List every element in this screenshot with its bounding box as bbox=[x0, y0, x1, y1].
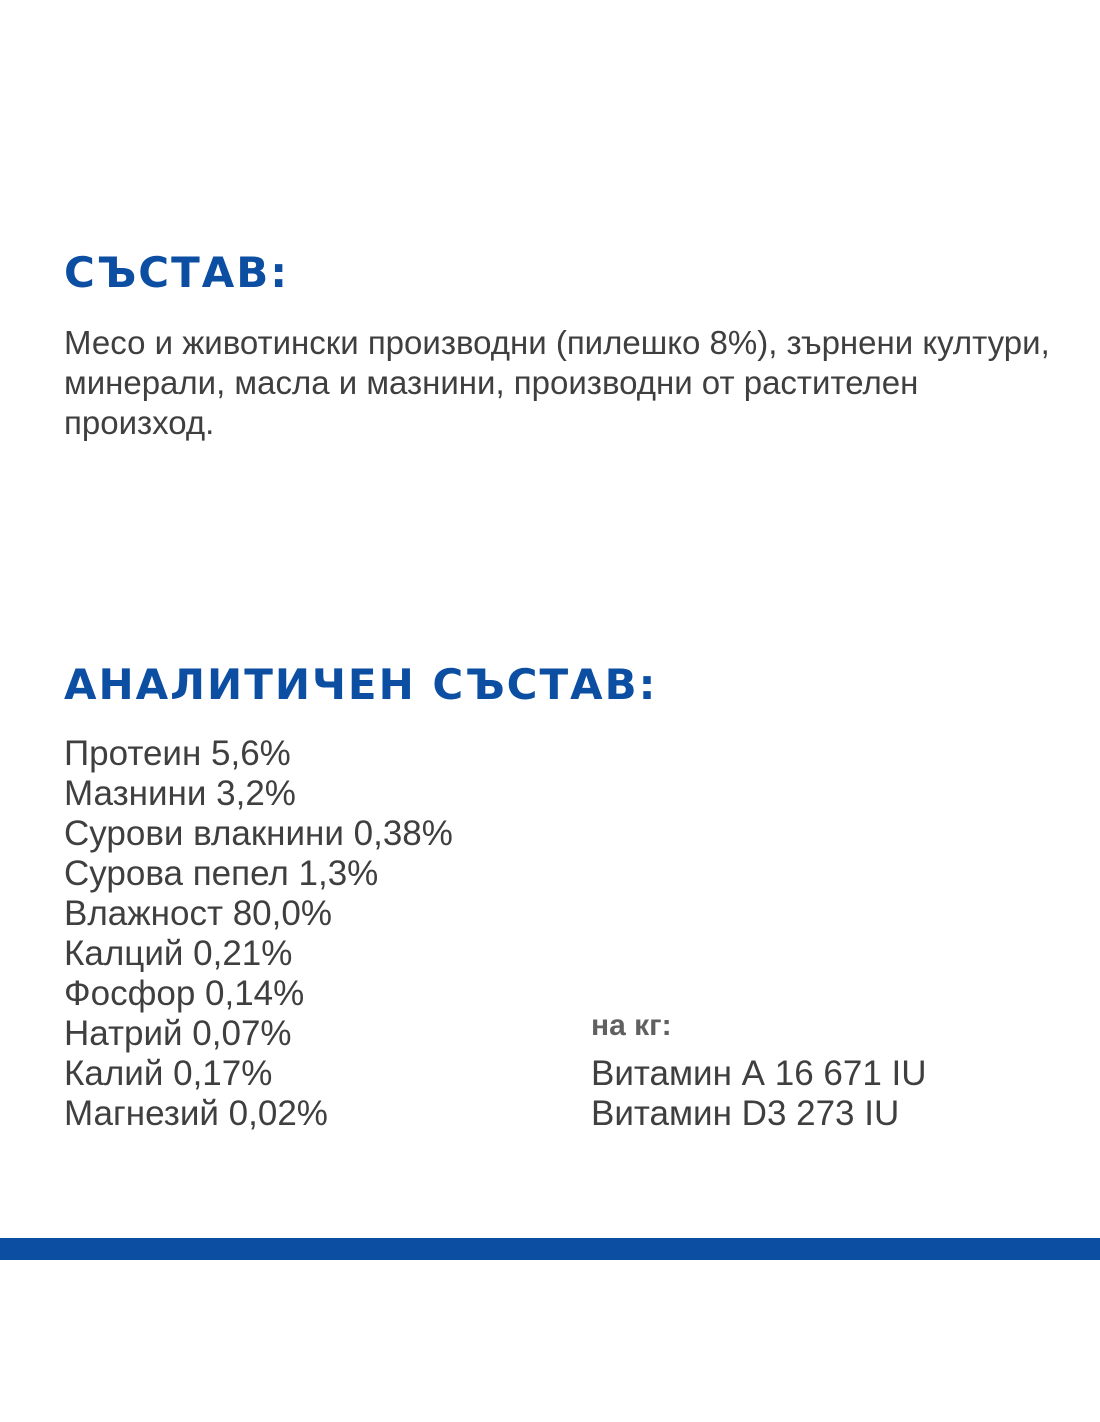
per-kg-label: на кг: bbox=[591, 1009, 672, 1042]
list-item: Сурови влакнини 0,38% bbox=[64, 814, 453, 853]
list-item: Мазнини 3,2% bbox=[64, 774, 296, 813]
list-item: Натрий 0,07% bbox=[64, 1014, 292, 1053]
bottom-accent-band bbox=[0, 1238, 1100, 1260]
list-item: Магнезий 0,02% bbox=[64, 1094, 328, 1133]
list-item: Протеин 5,6% bbox=[64, 734, 291, 773]
list-item: Калций 0,21% bbox=[64, 934, 293, 973]
list-item: Влажност 80,0% bbox=[64, 894, 332, 933]
vitamin-list bbox=[591, 1054, 927, 1134]
list-item: Фосфор 0,14% bbox=[64, 974, 305, 1013]
composition-heading: СЪСТАВ: bbox=[64, 248, 290, 297]
analytical-composition-list bbox=[64, 734, 453, 1134]
composition-text: Месо и животински производни (пилешко 8%), зърнени култури, минерали, масла и мазнини, производни от растителен произход. bbox=[64, 324, 1050, 441]
vitamin-item: Витамин А 16 671 IU bbox=[591, 1054, 927, 1093]
analytical-composition-heading: АНАЛИТИЧЕН СЪСТАВ: bbox=[64, 660, 658, 709]
vitamin-item: Витамин D3 273 IU bbox=[591, 1094, 900, 1133]
list-item: Калий 0,17% bbox=[64, 1054, 273, 1093]
list-item: Сурова пепел 1,3% bbox=[64, 854, 379, 893]
